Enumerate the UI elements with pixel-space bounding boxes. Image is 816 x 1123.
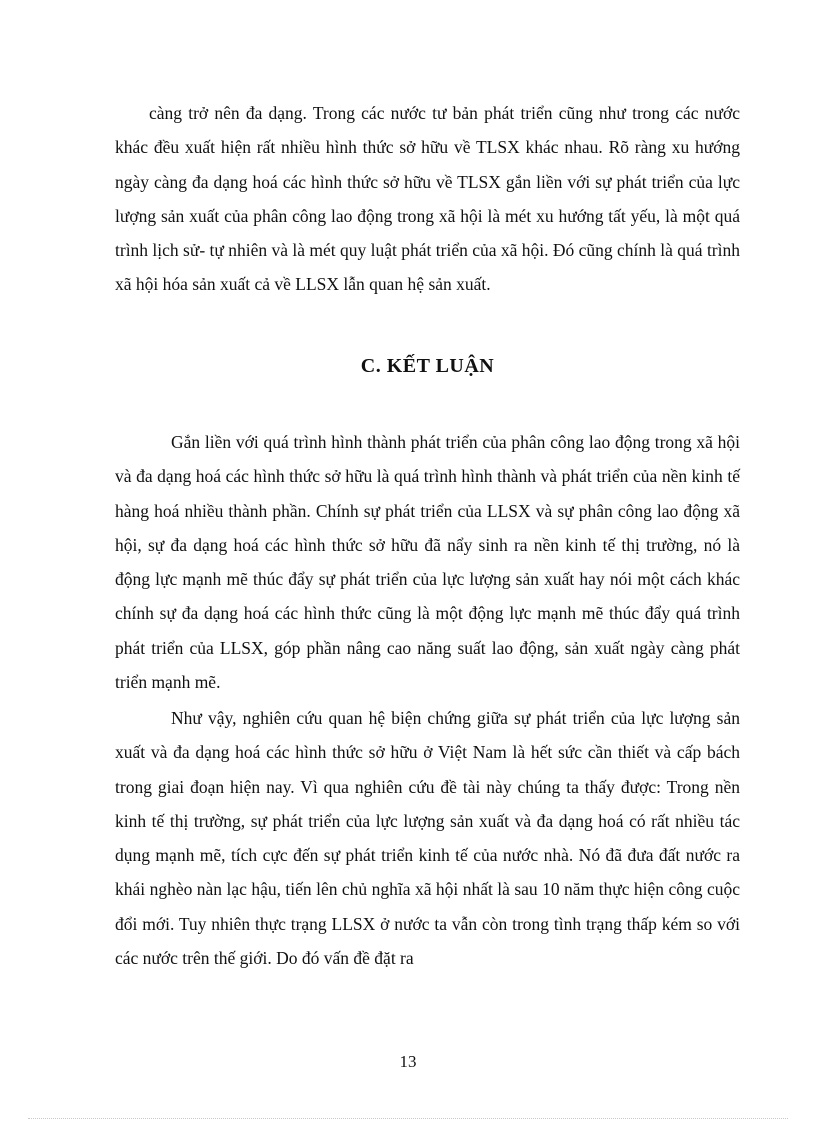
paragraph-conclusion-2: Như vậy, nghiên cứu quan hệ biện chứng giữa sự phát triển của lực lượng sản xuất và đa dạng hoá các hình thức sở hữu ở Việt Nam là hết sức cần thiết và cấp bách trong giai đoạn hiện nay. Vì qua nghiên cứu đề tài này chúng ta thấy được: Trong nền kinh tế thị trường, sự phát triển của lực lượng sản xuất và đa dạng hoá có rất nhiều tác dụng mạnh mẽ, tích cực đến sự phát triển kinh tế của nước nhà. Nó đã đưa đất nước ra khái nghèo nàn lạc hậu, tiến lên chủ nghĩa xã hội nhất là sau 10 năm thực hiện công cuộc đổi mới. Tuy nhiên thực trạng LLSX ở nước ta vẫn còn trong tình trạng thấp kém so với các nước trên thế giới. Do đó vấn đề đặt ra (115, 708, 740, 969)
page-bottom-divider (28, 1118, 788, 1119)
paragraph-conclusion-1: Gắn liền với quá trình hình thành phát triển của phân công lao động trong xã hội và đa dạng hoá các hình thức sở hữu là quá trình hình thành và phát triển của nền kinh tế hàng hoá nhiều thành phần. Chính sự phát triển của LLSX và sự phân công lao động xã hội, sự đa dạng hoá các hình thức sở hữu đã nẩy sinh ra nền kinh tế thị trường, nó là động lực mạnh mẽ thúc đẩy sự phát triển của lực lượng sản xuất hay nói một cách khác chính sự đa dạng hoá các hình thức cũng là một động lực mạnh mẽ thúc đẩy quá trình phát triển của LLSX, góp phần nâng cao năng suất lao động, sản xuất ngày càng phát triển mạnh mẽ. (115, 432, 740, 693)
page-number: 13 (399, 1052, 417, 1071)
paragraph-continuation: càng trở nên đa dạng. Trong các nước tư bản phát triển cũng như trong các nước khác đều xuất hiện rất nhiều hình thức sở hữu về TLSX khác nhau. Rõ ràng xu hướng ngày càng đa dạng hoá các hình thức sở hữu về TLSX gắn liền với sự phát triển của lực lượng sản xuất của phân công lao động trong xã hội là mét xu hướng tất yếu, là một quá trình lịch sử- tự nhiên và là mét quy luật phát triển của xã hội. Đó cũng chính là quá trình xã hội hóa sản xuất cả về LLSX lẫn quan hệ sản xuất. (115, 103, 740, 295)
section-heading: C. KẾT LUẬN (360, 355, 495, 377)
